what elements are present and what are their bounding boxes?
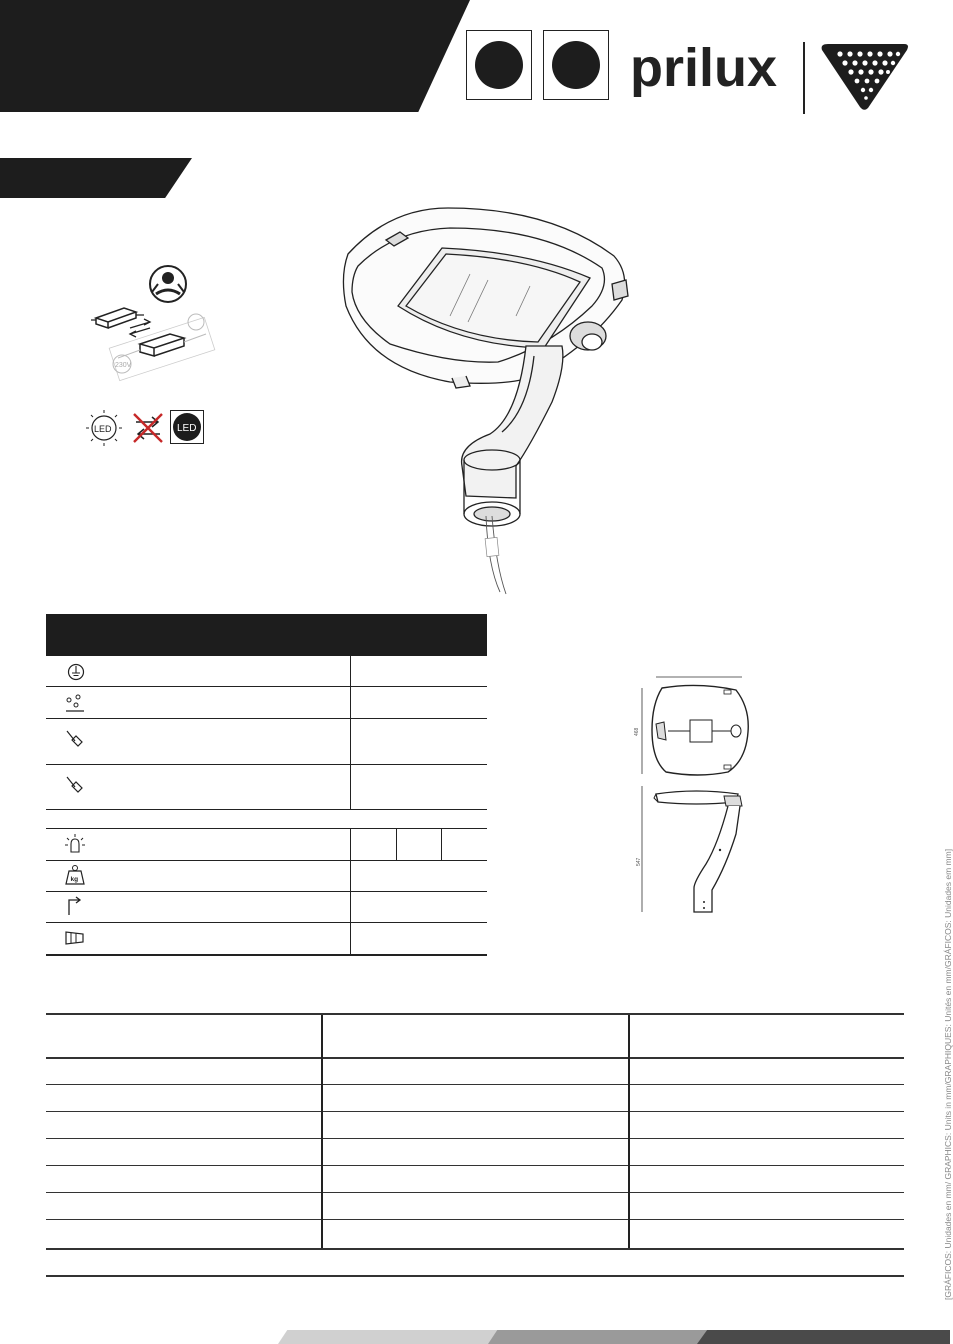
- footer-stripe-light: [278, 1330, 510, 1344]
- spec-divider: [396, 828, 397, 860]
- table-row-line: [46, 1165, 904, 1166]
- table-top-line: [46, 1013, 904, 1015]
- spec-row-line: [46, 718, 487, 719]
- table-row-line: [46, 1219, 904, 1220]
- footer-stripe-dark: [697, 1330, 950, 1344]
- table-column-divider: [628, 1015, 630, 1248]
- led-integrated-icon: [170, 410, 204, 444]
- brand-logo-text: prilux: [630, 38, 778, 98]
- spec-row-line: [46, 891, 487, 892]
- weight-icon: [63, 864, 87, 886]
- led-badge-label: LED: [177, 423, 197, 434]
- spec-row-line: [46, 828, 487, 829]
- table-header-line: [46, 1057, 904, 1059]
- spec-divider: [441, 828, 442, 860]
- table-row-line: [46, 1084, 904, 1085]
- certification-dot-icon: [552, 41, 600, 89]
- impact-resistance-icon: [64, 728, 86, 752]
- spec-row-line: [46, 922, 487, 923]
- spec-row-line: [46, 686, 487, 687]
- section-tab: [0, 158, 192, 198]
- spec-row-line: [46, 954, 487, 956]
- table-row-line: [46, 1138, 904, 1139]
- ip-protection-icon: [64, 694, 86, 714]
- logo-divider: [803, 42, 805, 114]
- mounting-height-icon: [66, 896, 84, 916]
- table-column-divider: [321, 1015, 323, 1248]
- luminous-flux-icon: [64, 834, 86, 854]
- optic-icon: [63, 928, 87, 948]
- spec-divider: [350, 656, 351, 809]
- impact-resistance-icon: [64, 774, 86, 798]
- no-replaceable-lamp-icon: [128, 408, 168, 448]
- units-note: [931, 775, 953, 1300]
- brand-triangle-logo-icon: [818, 40, 910, 112]
- table-row-line: [46, 1192, 904, 1193]
- voltage-label: 230V: [115, 362, 132, 369]
- svg-text:kg: kg: [70, 876, 79, 883]
- table-row-line: [46, 1111, 904, 1112]
- specification-table-header: [46, 614, 487, 656]
- header-band: [0, 0, 470, 112]
- table-bottom-line: [46, 1275, 904, 1277]
- side-view-drawing: [636, 784, 756, 916]
- footer-stripe-mid: [488, 1330, 720, 1344]
- certification-mark-2: [543, 30, 609, 100]
- top-view-height-dimension: 468: [634, 727, 640, 736]
- spec-row-line: [46, 809, 487, 810]
- units-note-text: [GRÁFICOS: Unidades en mm/ GRAPHICS: Units in mm/GRAPHIQUES: Unités en mm/GRÁFICOS: Unidades em mm]: [943, 848, 953, 1300]
- spec-row-line: [46, 860, 487, 861]
- driver-replacement-icon: [88, 262, 218, 374]
- electrical-class-icon: [66, 662, 86, 682]
- side-view-height-dimension: 547: [636, 857, 642, 866]
- certification-dot-icon: [475, 41, 523, 89]
- table-row-line: [46, 1248, 904, 1250]
- top-view-drawing: [632, 668, 752, 778]
- led-label: LED: [94, 424, 112, 434]
- luminaire-product-image: [330, 196, 640, 604]
- spec-row-line: [46, 764, 487, 765]
- led-light-source-icon: [82, 408, 126, 448]
- certification-mark-1: [466, 30, 532, 100]
